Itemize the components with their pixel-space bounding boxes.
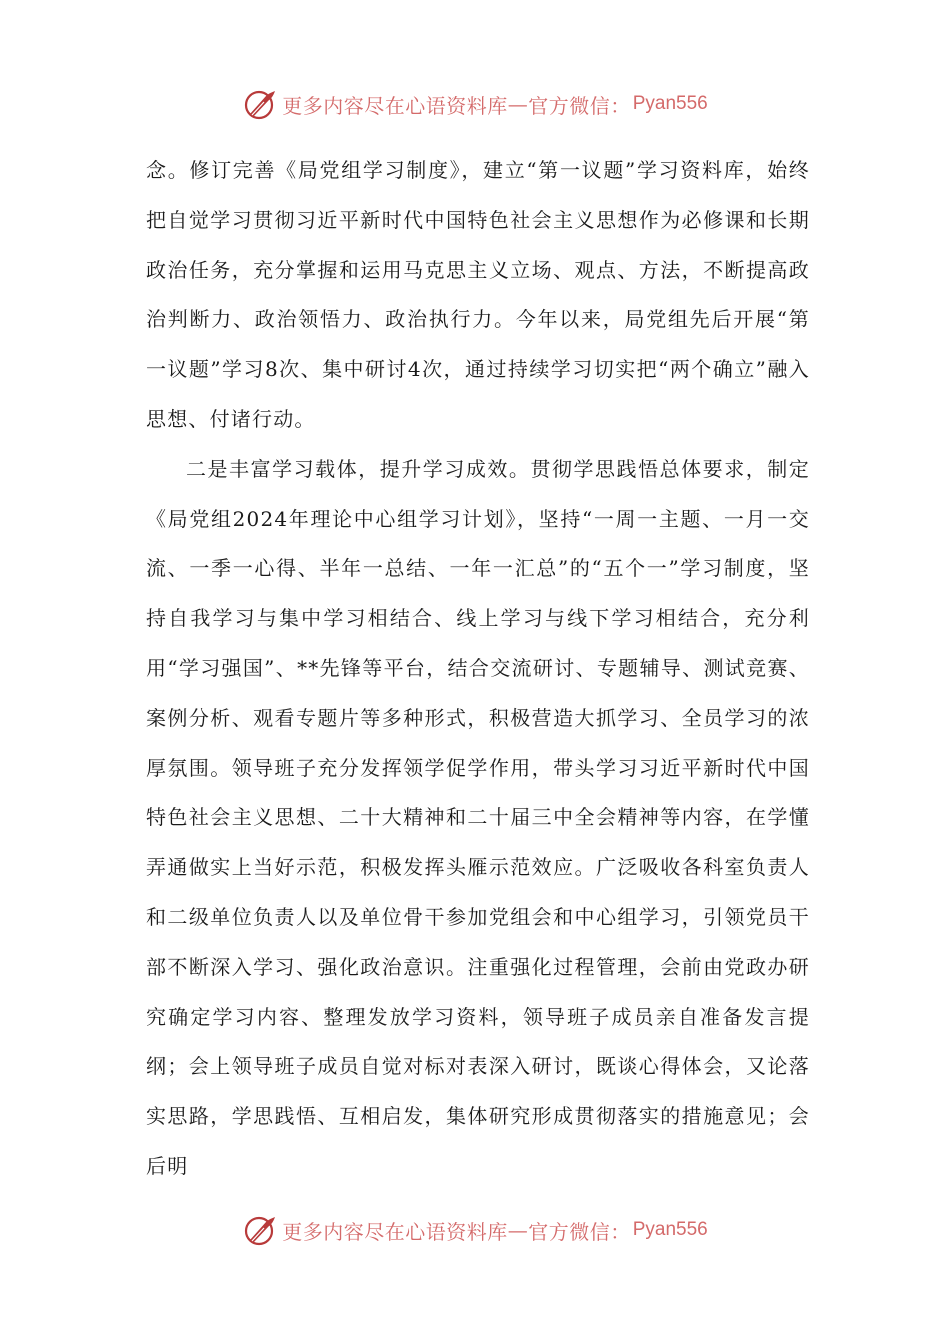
watermark-dash: —: [507, 1218, 529, 1242]
footer-watermark: [0, 1210, 950, 1250]
paragraph-learning-carriers: 二是丰富学习载体，提升学习成效。贯彻学思践悟总体要求，制定《局党组2024年理论中心组学习计划》，坚持“一周一主题、一月一交流、一季一心得、半年一总结、一年一汇总”的“五个一”学习制度，坚持自我学习与集中学习相结合、线上学习与线下学习相结合，充分利用“学习强国”、**先锋等平台，结合交流研讨、专题辅导、测试竞赛、案例分析、观看专题片等多种形式，积极营造大抓学习、全员学习的浓厚氛围。领导班子充分发挥领学促学作用，带头学习习近平新时代中国特色社会主义思想、二十大精神和二十届三中全会精神等内容，在学懂弄通做实上当好示范，积极发挥头雁示范效应。广泛吸收各科室负责人和二级单位负责人以及单位骨干参加党组会和中心组学习，引领党员干部不断深入学习、强化政治意识。注重强化过程管理，会前由党政办研究确定学习内容、整理发放学习资料，领导班子成员亲自准备发言提纲；会上领导班子成员自觉对标对表深入研讨，既谈心得体会，又论落实思路，学思践悟、互相启发，集体研究形成贯彻落实的措施意见；会后明: [146, 456, 810, 1178]
watermark-site-text: 更多内容尽在心语资料库: [282, 1219, 508, 1244]
watermark-site-text: 更多内容尽在心语资料库: [282, 93, 508, 118]
quill-pen-circle-icon: [242, 1212, 278, 1248]
document-body: [146, 146, 810, 1192]
watermark-wechat-id: Pyan556: [632, 93, 708, 114]
quill-pen-circle-icon: [242, 86, 278, 122]
paragraph-continued: 念。修订完善《局党组学习制度》，建立“第一议题”学习资料库，始终把自觉学习贯彻习近平新时代中国特色社会主义思想作为必修课和长期政治任务，充分掌握和运用马克思主义立场、观点、方法，不断提高政治判断力、政治领悟力、政治执行力。今年以来，局党组先后开展“第一议题”学习8次、集中研讨4次，通过持续学习切实把“两个确立”融入思想、付诸行动。: [146, 158, 810, 431]
watermark-wechat-label: 官方微信：: [528, 93, 631, 118]
watermark-wechat-id: Pyan556: [632, 1219, 708, 1240]
header-watermark: [0, 84, 950, 124]
watermark-wechat-label: 官方微信：: [528, 1219, 631, 1244]
watermark-dash: —: [507, 92, 529, 116]
